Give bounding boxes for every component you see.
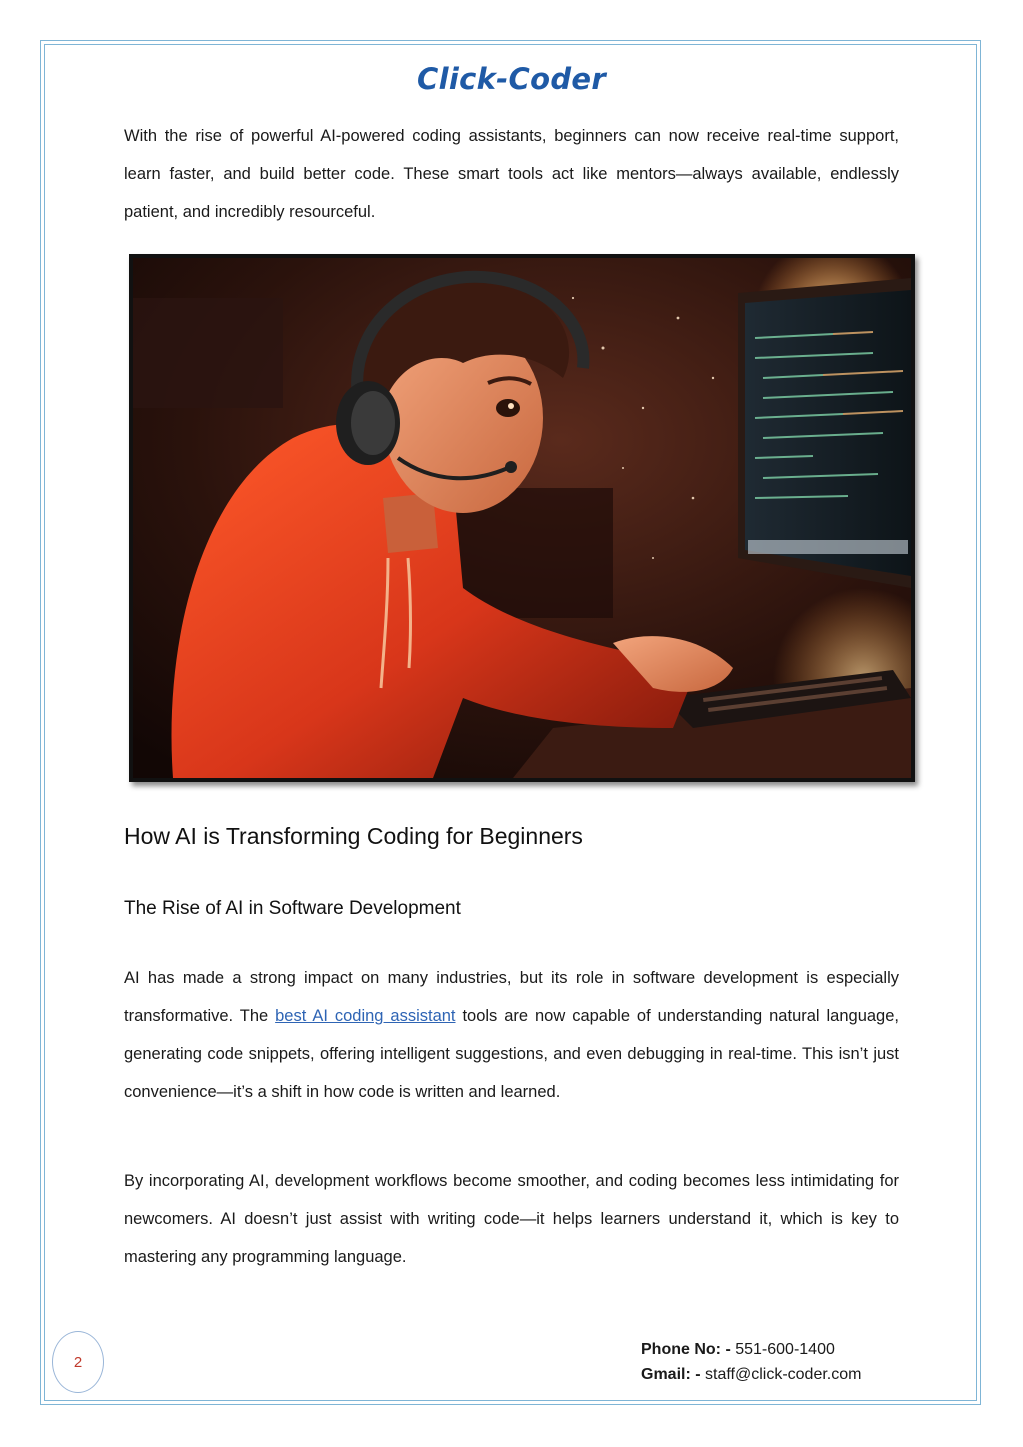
best-ai-coding-assistant-link[interactable]: best AI coding assistant (275, 1007, 456, 1025)
email-address: staff@click-coder.com (705, 1366, 862, 1383)
section-heading: How AI is Transforming Coding for Beginners (124, 823, 583, 849)
body-paragraph-1 (124, 959, 899, 1111)
intro-paragraph: With the rise of powerful AI-powered coding assistants, beginners can now receive real-time support, learn faster, and build better code. These smart tools act like mentors—always available, endlessly patient, and incredibly resourceful. (124, 127, 899, 221)
body-paragraph-2: By incorporating AI, development workflows become smoother, and coding becomes less intimidating for newcomers. AI doesn’t just assist with writing code—it helps learners understand it, which is key to mastering any programming language. (124, 1172, 899, 1266)
phone-number: 551-600-1400 (735, 1341, 835, 1358)
phone-line (641, 1337, 861, 1362)
brand-title: Click-Coder (417, 62, 606, 96)
illustration-boy-coding (129, 254, 915, 782)
phone-label: Phone No: - (641, 1341, 731, 1358)
para1-text-before: AI has made a strong impact on many industries, but its role in software development is especially transformative. The (124, 969, 899, 1025)
para1-text-after: tools are now capable of understanding natural language, generating code snippets, offering intelligent suggestions, and even debugging in real-time. This isn’t just convenience—it’s a shift in how code is written and learned. (124, 1007, 899, 1101)
page-number: 2 (52, 1331, 104, 1393)
email-line (641, 1362, 861, 1387)
subsection-heading: The Rise of AI in Software Development (124, 898, 461, 919)
email-label: Gmail: - (641, 1366, 701, 1383)
contact-block (641, 1337, 861, 1387)
